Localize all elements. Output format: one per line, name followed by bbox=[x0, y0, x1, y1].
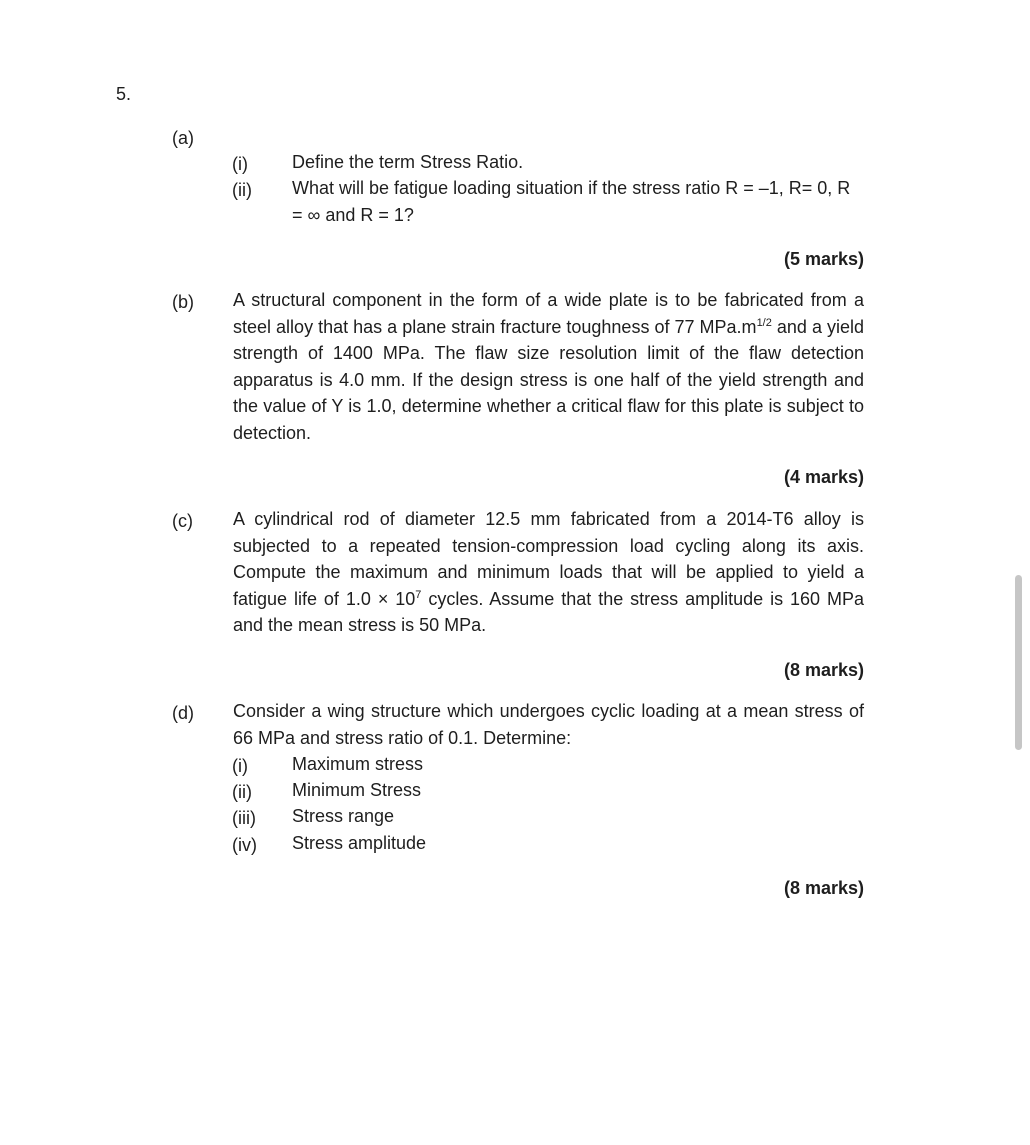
part-d-marks: (8 marks) bbox=[783, 878, 864, 898]
part-d-ii-number: (ii) bbox=[232, 782, 252, 802]
part-b-text bbox=[233, 287, 864, 446]
part-c-text-1: A cylindrical rod of diameter 12.5 mm fabricated from a 2014-T6 alloy is subjected to a repeated tension-compression load cycling along its axis. Compute the maximum and minimum loads that will be applied to yield a fatigue life of 1.0 × 10 bbox=[233, 509, 864, 609]
part-d-iv-number: (iv) bbox=[232, 835, 257, 855]
part-c-text-2: cycles. Assume that the stress amplitude is 160 MPa and the mean stress is 50 MPa. bbox=[233, 588, 864, 635]
part-d-ii-text: Minimum Stress bbox=[292, 780, 422, 800]
part-d-iv-text: Stress amplitude bbox=[292, 833, 427, 853]
part-d-iii-number: (iii) bbox=[232, 808, 256, 828]
part-b-text-1: A structural component in the form of a wide plate is to be fabricated from a steel alloy that has a plane strain fracture toughness of 77 MPa.m bbox=[233, 290, 864, 337]
part-a-label: (a) bbox=[172, 128, 194, 148]
part-b-marks: (4 marks) bbox=[783, 467, 864, 487]
part-d-label: (d) bbox=[172, 703, 194, 723]
question-number: 5. bbox=[116, 84, 132, 104]
part-a-ii-text: What will be fatigue loading situation if the stress ratio R = –1, R= 0, R = ∞ and R = 1? bbox=[292, 178, 851, 225]
part-d-i-number: (i) bbox=[232, 756, 248, 776]
part-b-label: (b) bbox=[172, 292, 194, 312]
part-b-exponent: 1/2 bbox=[756, 316, 772, 329]
part-c-marks: (8 marks) bbox=[783, 660, 864, 680]
part-d-text: Consider a wing structure which undergoes cyclic loading at a mean stress of 66 MPa and stress ratio of 0.1. Determine: bbox=[233, 701, 864, 748]
scrollbar-thumb[interactable] bbox=[1015, 575, 1022, 750]
part-b-text-2: and a yield strength of 1400 MPa. The flaw size resolution limit of the flaw detection apparatus is 4.0 mm. If the design stress is one half of the yield strength and the value of Y is 1.0, determine whether a critical flaw for this plate is subject to detection. bbox=[233, 316, 864, 443]
part-c-text bbox=[233, 506, 864, 639]
part-a-marks: (5 marks) bbox=[783, 249, 864, 269]
part-c-exponent: 7 bbox=[415, 588, 422, 601]
part-d-i-text: Maximum stress bbox=[292, 754, 424, 774]
part-a-ii-number: (ii) bbox=[232, 180, 252, 200]
part-a-i-text: Define the term Stress Ratio. bbox=[292, 152, 524, 172]
part-a-i-number: (i) bbox=[232, 154, 248, 174]
part-d-iii-text: Stress range bbox=[292, 806, 395, 826]
part-c-label: (c) bbox=[172, 511, 193, 531]
